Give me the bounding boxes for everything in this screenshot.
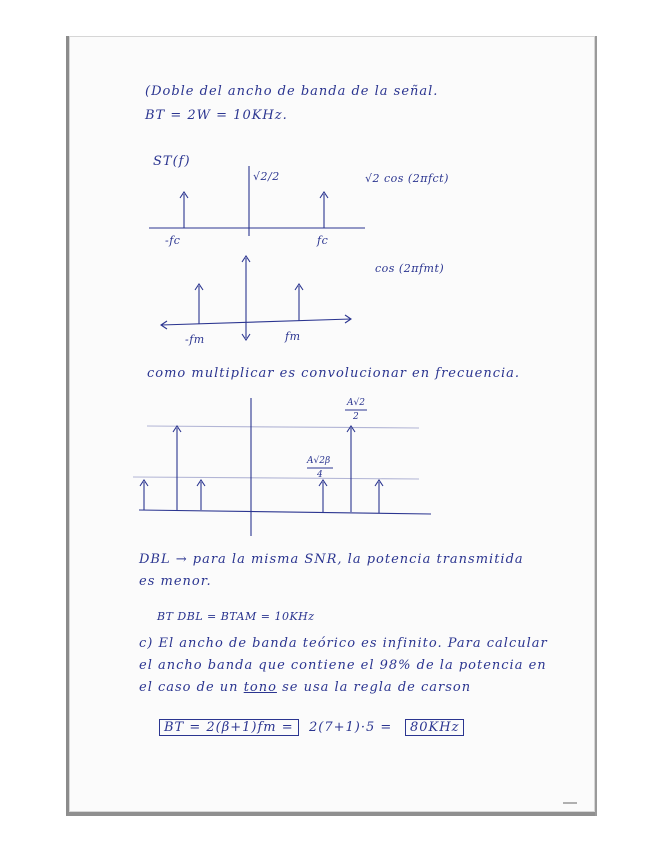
carson-prefix: el caso de un	[139, 680, 239, 695]
tono-word: tono	[243, 680, 277, 695]
frequency-axis-3	[139, 510, 431, 514]
carrier-function-label: √2 cos (2πfct)	[365, 172, 449, 185]
tick-pos-fm: fm	[285, 330, 301, 343]
page-corner-mark	[563, 802, 577, 810]
result-box: 80KHz	[405, 719, 464, 736]
top-amplitude-den: 2	[353, 412, 359, 422]
carson-result	[405, 720, 464, 735]
mid-amplitude-den: 4	[317, 470, 323, 480]
text-line-98-percent: el ancho banda que contiene el 98% de la potencia en	[139, 658, 547, 673]
bt-dbl-label: BT DBL	[157, 610, 204, 623]
text-line-carson	[139, 680, 471, 695]
peak-label: √2/2	[253, 170, 280, 183]
text-line-dbl: DBL → para la misma SNR, la potencia transmitida	[139, 552, 524, 567]
ylabel-st: ST(f)	[153, 154, 191, 169]
tick-pos-fc: fc	[317, 234, 329, 247]
carson-formula	[159, 720, 299, 735]
mid-amplitude-num: A√2β	[307, 456, 331, 466]
text-line-es-menor: es menor.	[139, 574, 212, 589]
text-line-bt-equation: BT = 2W = 10KHz.	[145, 108, 288, 123]
bt-am-equation: = BTAM = 10KHz	[207, 610, 315, 623]
carson-substitution: 2(7+1)·5 =	[309, 720, 393, 735]
text-line-ancho-infinito: c) El ancho de banda teórico es infinito. Para calcular	[139, 636, 548, 651]
modulating-function-label: cos (2πfmt)	[375, 262, 445, 275]
text-line-convolution: como multiplicar es convolucionar en frecuencia.	[147, 366, 521, 381]
carson-suffix: se usa la regla de carson	[282, 680, 472, 695]
guide-line-bottom	[133, 477, 419, 479]
guide-line-top	[147, 426, 419, 428]
top-amplitude-num: A√2	[347, 398, 365, 408]
text-line-ancho-banda: (Doble del ancho de banda de la señal.	[145, 84, 439, 99]
tick-neg-fc: -fc	[165, 234, 181, 247]
bt-boxed-term: BT = 2(β+1)fm =	[159, 719, 299, 736]
tick-neg-fm: -fm	[185, 333, 205, 346]
convolved-spectrum-plot	[69, 36, 595, 812]
notebook-page	[66, 36, 595, 816]
